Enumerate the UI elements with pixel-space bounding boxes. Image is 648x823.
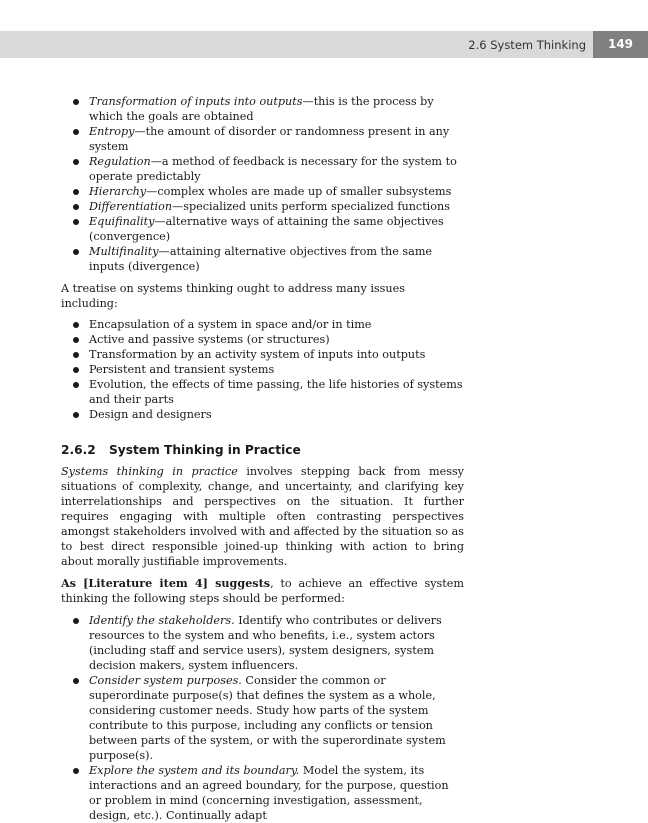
practice-paragraph: Systems thinking in practice involves stepping back from messy situations of complexity, change, and uncertainty, and clarifying key interrelationships and perspectives on the situation. It further requires engaging with multiple often contrasting perspectives amongst stakeholders involved with and affected by the situation so as to best direct responsible joined-up thinking with action to bring about morally justifiable improvements. [61,465,465,568]
steps-intro-paragraph: As [Literature item 4] suggests, to achieve an effective system thinking the following steps should be performed: [61,576,464,605]
list-item: Evolution, the effects of time passing, the life histories of systems and their parts [61,377,464,407]
list-item: Identify the stakeholders. Identify who contributes or delivers resources to the system and who benefits, i.e., system actors (including staff and service users), system designers, system decision makers, system influencers. [61,613,464,673]
list-item: Consider system purposes. Consider the common or superordinate purpose(s) that defines the system as a whole, considering customer needs. Study how parts of the system contribute to this purpose, including any conflicts or tension between parts of the system, or with the superordinate system purpose(s). [61,673,464,763]
steps-list [61,613,464,823]
page-number: 149 [593,31,648,58]
page-body [61,94,464,823]
treatise-intro: A treatise on systems thinking ought to address many issues including: [61,282,405,310]
running-title: 2.6 System Thinking [468,38,586,52]
section-heading [61,442,464,458]
list-item: Regulation—a method of feedback is necessary for the system to operate predictably [61,154,464,184]
list-item: Equifinality—alternative ways of attaining the same objectives (convergence) [61,214,464,244]
list-item: Differentiation—specialized units perform specialized functions [61,199,464,214]
list-item: Encapsulation of a system in space and/or in time [61,317,464,332]
section-title: System Thinking in Practice [109,443,301,457]
section-number: 2.6.2 [61,443,96,457]
treatise-issues-list [61,317,464,422]
list-item: Active and passive systems (or structures) [61,332,464,347]
list-item: Entropy—the amount of disorder or randomness present in any system [61,124,464,154]
list-item: Hierarchy—complex wholes are made up of smaller subsystems [61,184,464,199]
list-item: Design and designers [61,407,464,422]
list-item: Multifinality—attaining alternative objectives from the same inputs (divergence) [61,244,464,274]
list-item: Transformation by an activity system of inputs into outputs [61,347,464,362]
list-item: Persistent and transient systems [61,362,464,377]
list-item: Transformation of inputs into outputs—this is the process by which the goals are obtained [61,94,464,124]
running-header [0,31,648,58]
systems-principles-list [61,94,464,274]
list-item: Explore the system and its boundary. Model the system, its interactions and an agreed boundary, for the purpose, question or problem in mind (concerning investigation, assessment, design, etc.). Continually adapt [61,763,464,823]
